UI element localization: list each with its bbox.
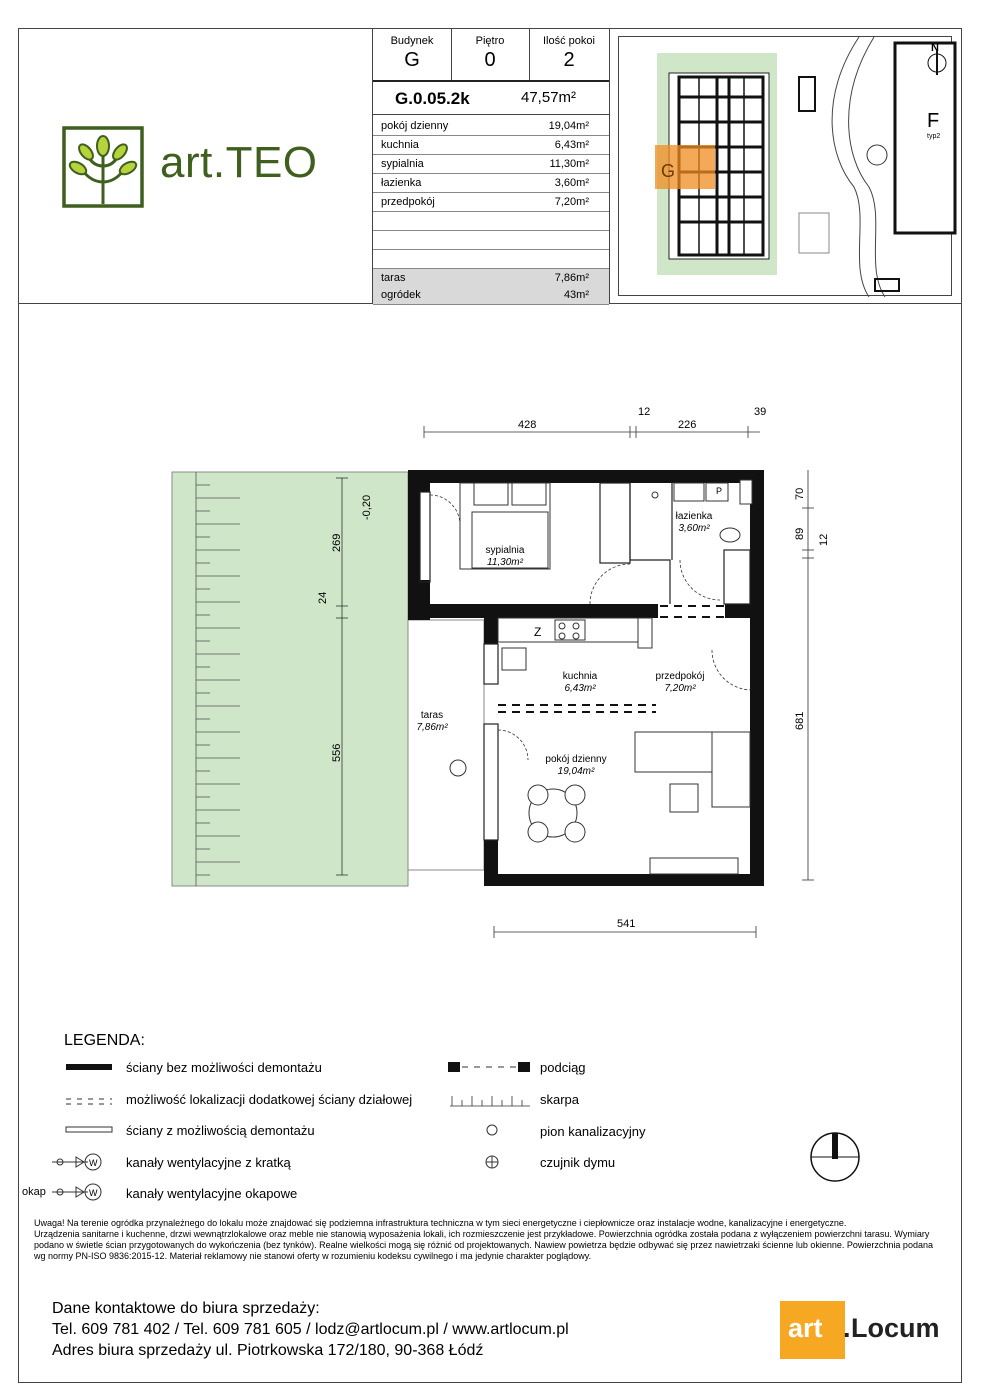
legend-item: kanały wentylacyjne okapowe <box>126 1186 298 1201</box>
building-f-label: F <box>927 110 940 132</box>
room-area: 3,60m² <box>554 177 589 189</box>
extra-name: ogródek <box>381 289 421 301</box>
room-row <box>373 193 609 212</box>
brand-logo-icon <box>62 126 144 208</box>
kitchen-fixtures <box>498 618 652 670</box>
building-f-type: typ2 <box>927 133 941 140</box>
room-label: pokój dzienny <box>545 754 607 765</box>
parking-block <box>799 77 815 111</box>
room-name: przedpokój <box>381 196 435 208</box>
room-area-label: 11,30m² <box>487 557 523 568</box>
dim-label: 226 <box>678 419 697 431</box>
vent-mark: P <box>716 486 723 496</box>
extra-row <box>373 286 609 305</box>
dim-label: 70 <box>794 487 806 500</box>
road-line <box>849 37 885 297</box>
dim-label: 269 <box>331 533 343 552</box>
terrace-area <box>408 620 484 870</box>
legend-item: kanały wentylacyjne z kratką <box>126 1155 291 1170</box>
room-area: 19,04m² <box>548 120 589 132</box>
room-label: sypialnia <box>485 545 525 556</box>
road-line <box>832 37 869 297</box>
room-area-label: 7,86m² <box>416 722 448 733</box>
disclaimer-note: Uwaga! Na terenie ogródka przynależnego do lokalu może znajdować się podziemna infrastruktura techniczna w tym sieci energetyczne i ciepłownicze oraz instalacje wodne, kanalizacyjne i energetyczne. Urządzenia sanitarne i kuchenne, drzwi wewnątrzlokalowe oraz meble nie stanowią wyposażenia lokali, ich rozmieszczenie jest przykładowe. Powierzchnia ogródka została podana z wyłączeniem powierzchni tarasu. Wymiary podano w świetle ścian przygotowanych do wykończenia (bez tynków). Realne wielkości mogą się różnić od projektowanych. Nawiew powietrza będzie odbywać się przez nawietrzaki ścienne lub okienne. Powierzchnia podana wg normy PN-ISO 9836:2015-12. Materiał reklamowy nie stanowi oferty w rozumieniu kodeksu cywilnego i ma jedynie charakter poglądowy. <box>34 1218 933 1261</box>
contact-address: Adres biura sprzedaży ul. Piotrkowska 172/180, 90-368 Łódź <box>52 1342 484 1359</box>
rooms-cell <box>529 28 609 80</box>
floor-value: 0 <box>484 49 496 71</box>
building-caption: Budynek <box>390 35 434 47</box>
site-map <box>618 36 952 296</box>
room-row <box>373 174 609 193</box>
legend-item: ściany z możliwością demontażu <box>126 1123 315 1138</box>
legend-vent-mark: W <box>89 1188 98 1198</box>
room-area-label: 3,60m² <box>678 523 710 534</box>
rooms-caption: Ilość pokoi <box>543 35 595 47</box>
extra-name: taras <box>381 272 406 284</box>
empty-row <box>373 212 609 231</box>
north-arrow-icon <box>936 51 938 75</box>
dim-label: 89 <box>794 527 806 540</box>
room-label: łazienka <box>675 511 713 522</box>
room-label: kuchnia <box>562 671 598 682</box>
room-name: pokój dzienny <box>381 120 449 132</box>
legend-item: możliwość lokalizacji dodatkowej ściany działowej <box>126 1092 413 1107</box>
art-locum-logo-locum: Locum <box>851 1313 940 1343</box>
dim-label: 428 <box>518 419 537 431</box>
room-name: kuchnia <box>381 139 419 151</box>
extra-area: 43m² <box>563 289 589 301</box>
unit-row <box>373 82 609 115</box>
floor-plan <box>160 395 830 945</box>
room-area: 7,20m² <box>554 196 589 208</box>
unit-area: 47,57m² <box>521 89 577 106</box>
legend-item: ściany bez możliwości demontażu <box>126 1060 322 1075</box>
room-label: przedpokój <box>655 671 705 682</box>
empty-row <box>373 231 609 250</box>
north-compass-icon <box>808 1130 862 1184</box>
extra-area: 7,86m² <box>554 272 589 284</box>
art-locum-logo-art: art <box>788 1313 823 1343</box>
room-area: 6,43m² <box>554 139 589 151</box>
room-row <box>373 117 609 136</box>
room-area: 11,30m² <box>549 158 589 170</box>
building-value: G <box>404 49 420 71</box>
legend-slope-icon <box>450 1096 530 1106</box>
parking-block <box>875 279 899 291</box>
building-g-label: G <box>661 161 676 181</box>
north-label: N <box>931 42 939 54</box>
room-area-label: 19,04m² <box>557 766 595 777</box>
legend-okap-prefix: okap <box>22 1186 46 1198</box>
dim-label: 681 <box>794 711 806 730</box>
room-area-label: 7,20m² <box>664 683 696 694</box>
building-cell <box>373 28 451 80</box>
dim-label: 12 <box>818 533 830 546</box>
floor-caption: Piętro <box>475 35 505 47</box>
building-f-outline <box>895 43 955 233</box>
dim-label: 24 <box>317 591 329 604</box>
roundabout <box>867 145 887 165</box>
floor-cell <box>451 28 529 80</box>
legend-beam-icon <box>518 1062 530 1072</box>
unit-info-header <box>373 28 609 82</box>
dim-label: 541 <box>617 918 636 930</box>
contact-block <box>52 1298 569 1361</box>
garden-area <box>172 472 408 886</box>
art-locum-logo-dot: . <box>843 1313 851 1343</box>
dim-label: 12 <box>638 406 651 418</box>
contact-phones-email: Tel. 609 781 402 / Tel. 609 781 605 / lodz@artlocum.pl / www.artlocum.pl <box>52 1321 569 1338</box>
legend-solid-wall-icon <box>66 1064 112 1070</box>
room-name: sypialnia <box>381 158 424 170</box>
unit-id: G.0.05.2k <box>395 89 470 108</box>
legend-item: czujnik dymu <box>540 1155 616 1170</box>
legend-sewer-riser-icon <box>487 1125 497 1135</box>
legend-vent-mark: W <box>89 1158 98 1168</box>
parking-area <box>799 213 829 253</box>
room-row <box>373 136 609 155</box>
contact-heading: Dane kontaktowe do biura sprzedaży: <box>52 1300 320 1317</box>
dim-label: 556 <box>331 743 343 762</box>
level-label: -0,20 <box>361 494 373 520</box>
rooms-value: 2 <box>563 49 575 71</box>
site-map-drawing <box>619 37 953 297</box>
legend-beam-icon <box>448 1062 460 1072</box>
stove-mark: Z <box>534 625 542 639</box>
room-area-label: 6,43m² <box>564 683 596 694</box>
art-locum-logo <box>780 1301 950 1359</box>
legend-item: pion kanalizacyjny <box>540 1124 646 1139</box>
unit-info-table <box>372 28 610 303</box>
dim-label: 39 <box>754 406 767 418</box>
empty-row <box>373 250 609 269</box>
legend-item: podciąg <box>540 1060 586 1075</box>
room-name: łazienka <box>381 177 422 189</box>
room-label: taras <box>420 710 444 721</box>
legend-title: LEGENDA: <box>64 1032 145 1049</box>
room-row <box>373 155 609 174</box>
legend-removable-wall-icon <box>66 1127 112 1132</box>
brand-name: art.TEO <box>160 138 318 187</box>
legend-item: skarpa <box>540 1092 580 1107</box>
